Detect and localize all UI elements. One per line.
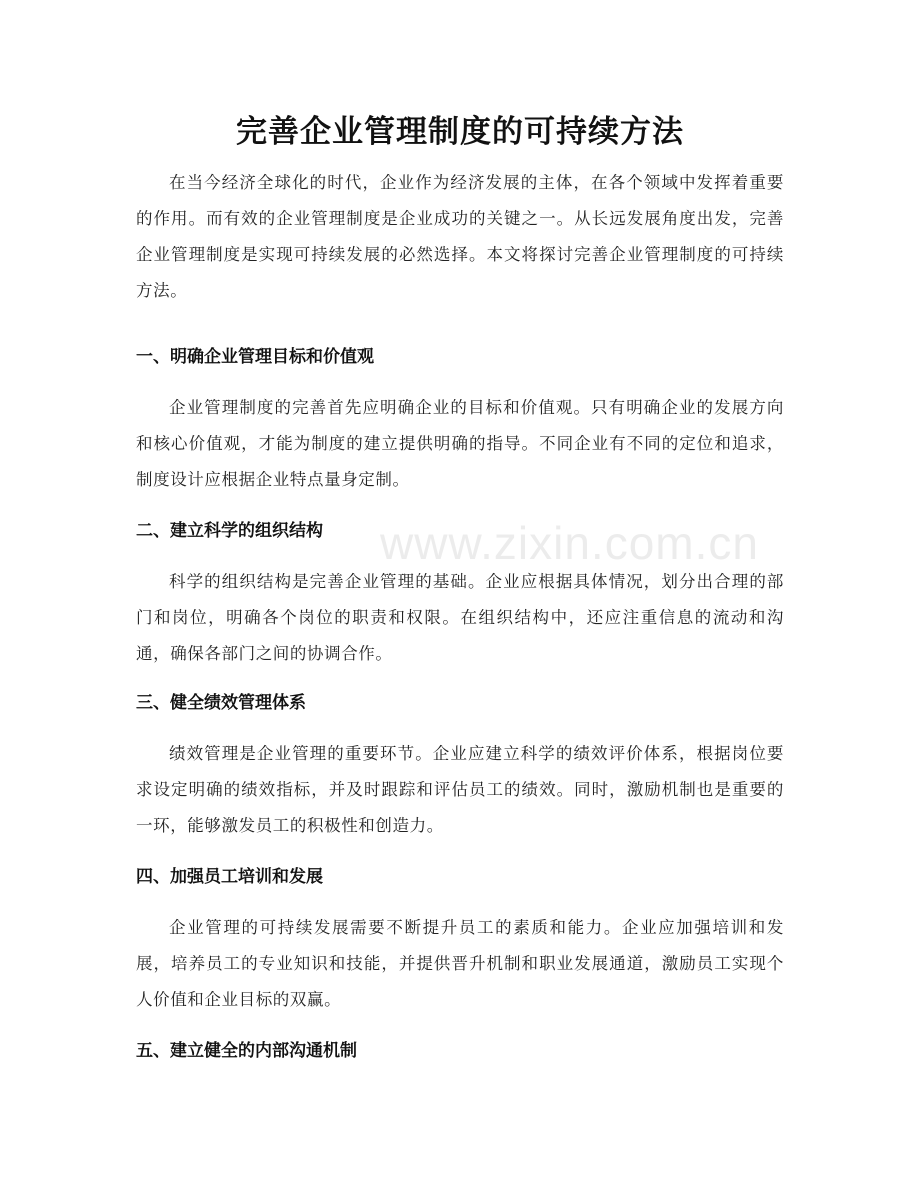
- section-heading-1: 一、明确企业管理目标和价值观: [136, 347, 374, 367]
- section-heading-5: 五、建立健全的内部沟通机制: [136, 1041, 357, 1061]
- section-body-3: 绩效管理是企业管理的重要环节。企业应建立科学的绩效评价体系，根据岗位要求设定明确的绩效指标，并及时跟踪和评估员工的绩效。同时，激励机制也是重要的一环，能够激发员工的积极性和创造力。: [136, 744, 784, 835]
- section-heading-3: 三、健全绩效管理体系: [136, 693, 306, 713]
- section-body-2: 科学的组织结构是完善企业管理的基础。企业应根据具体情况，划分出合理的部门和岗位，明确各个岗位的职责和权限。在组织结构中，还应注重信息的流动和沟通，确保各部门之间的协调合作。: [136, 572, 784, 663]
- section-heading-4: 四、加强员工培训和发展: [136, 867, 323, 887]
- section-body-1: 企业管理制度的完善首先应明确企业的目标和价值观。只有明确企业的发展方向和核心价值观，才能为制度的建立提供明确的指导。不同企业有不同的定位和追求，制度设计应根据企业特点量身定制。: [136, 398, 784, 489]
- section-heading-2: 二、建立科学的组织结构: [136, 521, 323, 541]
- document-title: 完善企业管理制度的可持续方法: [236, 114, 684, 150]
- intro-paragraph: 在当今经济全球化的时代，企业作为经济发展的主体，在各个领域中发挥着重要的作用。而有效的企业管理制度是企业成功的关键之一。从长远发展角度出发，完善企业管理制度是实现可持续发展的必然选择。本文将探讨完善企业管理制度的可持续方法。: [136, 173, 784, 300]
- section-body-4: 企业管理的可持续发展需要不断提升员工的素质和能力。企业应加强培训和发展，培养员工的专业知识和技能，并提供晋升机制和职业发展通道，激励员工实现个人价值和企业目标的双赢。: [136, 918, 784, 1009]
- watermark-text: www.zixin.com.cn: [380, 517, 759, 569]
